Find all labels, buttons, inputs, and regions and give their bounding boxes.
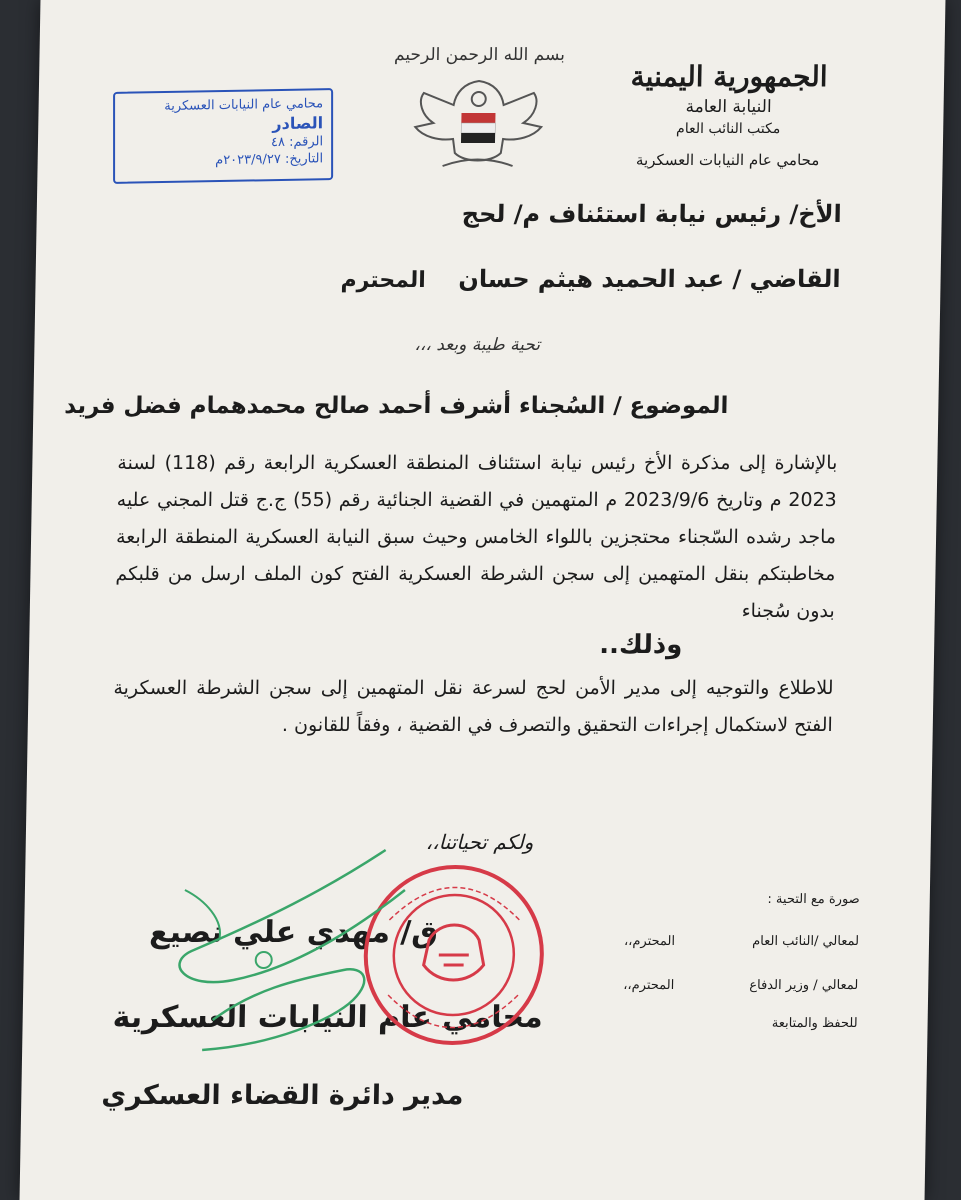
body-paragraph-1: بالإشارة إلى مذكرة الأخ رئيس نيابة استئناف المنطقة العسكرية الرابعة رقم (118) لسنة 2023 م وتاريخ 2023/9/6 م المتهمين في القضية الجنائية رقم (55) ج.ج قتل المجني عليه ماجد رشده السّجناء محتجزين باللواء الخامس وحيث سبق النيابة العسكرية المنطقة الرابعة مخاطبتكم بنقل المتهمين إلى سجن الشرطة العسكرية الفتح كون الملف ارسل من قلبكم بدون سُجناء <box>115 452 838 622</box>
closing-line: ولكم تحياتنا،، <box>425 830 534 854</box>
eagle-emblem-icon <box>402 71 554 176</box>
cc-title: صورة مع التحية : <box>767 892 860 907</box>
cc-item <box>624 934 859 949</box>
prosecution-title: النيابة العامة <box>685 97 772 117</box>
stamp-line-2: الصادر <box>272 113 324 134</box>
cc-item-suffix: المحترم،، <box>623 934 676 949</box>
division-title: محامي عام النيابات العسكرية <box>635 151 820 169</box>
stamp-line-3: الرقم: ٤٨ <box>271 134 324 151</box>
cc-item-to: لمعالي / وزير الدفاع <box>749 978 859 993</box>
cc-item-to: لمعالي /النائب العام <box>752 934 860 949</box>
letterhead <box>583 60 875 169</box>
signatory-name: ق/ مهدي علي نصيع <box>148 915 439 950</box>
cc-item <box>623 978 858 993</box>
outgoing-stamp <box>113 88 333 184</box>
subject-line: الموضوع / السُجناء أشرف أحمد صالح محمدهمام فضل فريد <box>64 393 729 419</box>
greeting: تحية طيبة وبعد ،،، <box>414 335 541 355</box>
basmala: بسم الله الرحمن الرحيم <box>393 45 566 65</box>
signatory-department: مدير دائرة القضاء العسكري <box>101 1080 464 1111</box>
cc-item <box>622 1016 857 1031</box>
and-thus: وذلك.. <box>598 630 683 660</box>
document-page <box>20 0 946 1200</box>
recipient-line-1: الأخ/ رئيس نيابة استئناف م/ لحج <box>461 200 842 228</box>
republic-title: الجمهورية اليمنية <box>630 60 828 93</box>
office-title: مكتب النائب العام <box>675 121 781 137</box>
official-seal-icon <box>357 860 550 1050</box>
stamp-line-1: محامي عام النيابات العسكرية <box>164 96 324 115</box>
cc-item-suffix: المحترم،، <box>623 978 675 993</box>
recipient-line-2: القاضي / عبد الحميد هيثم حسان <box>458 265 841 293</box>
signatory-title: محامي عام النيابات العسكرية <box>112 1000 544 1035</box>
recipient-respect: المحترم <box>340 268 426 293</box>
emblem-block <box>372 45 584 180</box>
body-paragraph-2: للاطلاع والتوجيه إلى مدير الأمن لحج لسرعة نقل المتهمين إلى سجن الشرطة العسكرية الفتح لاستكمال إجراءات التحقيق والتصرف في القضية ، وفقاً للقانون . <box>113 677 834 736</box>
cc-item-to: للحفظ والمتابعة <box>771 1016 858 1031</box>
stamp-line-4: التاريخ: ٢٠٢٣/٩/٢٧م <box>215 151 324 169</box>
